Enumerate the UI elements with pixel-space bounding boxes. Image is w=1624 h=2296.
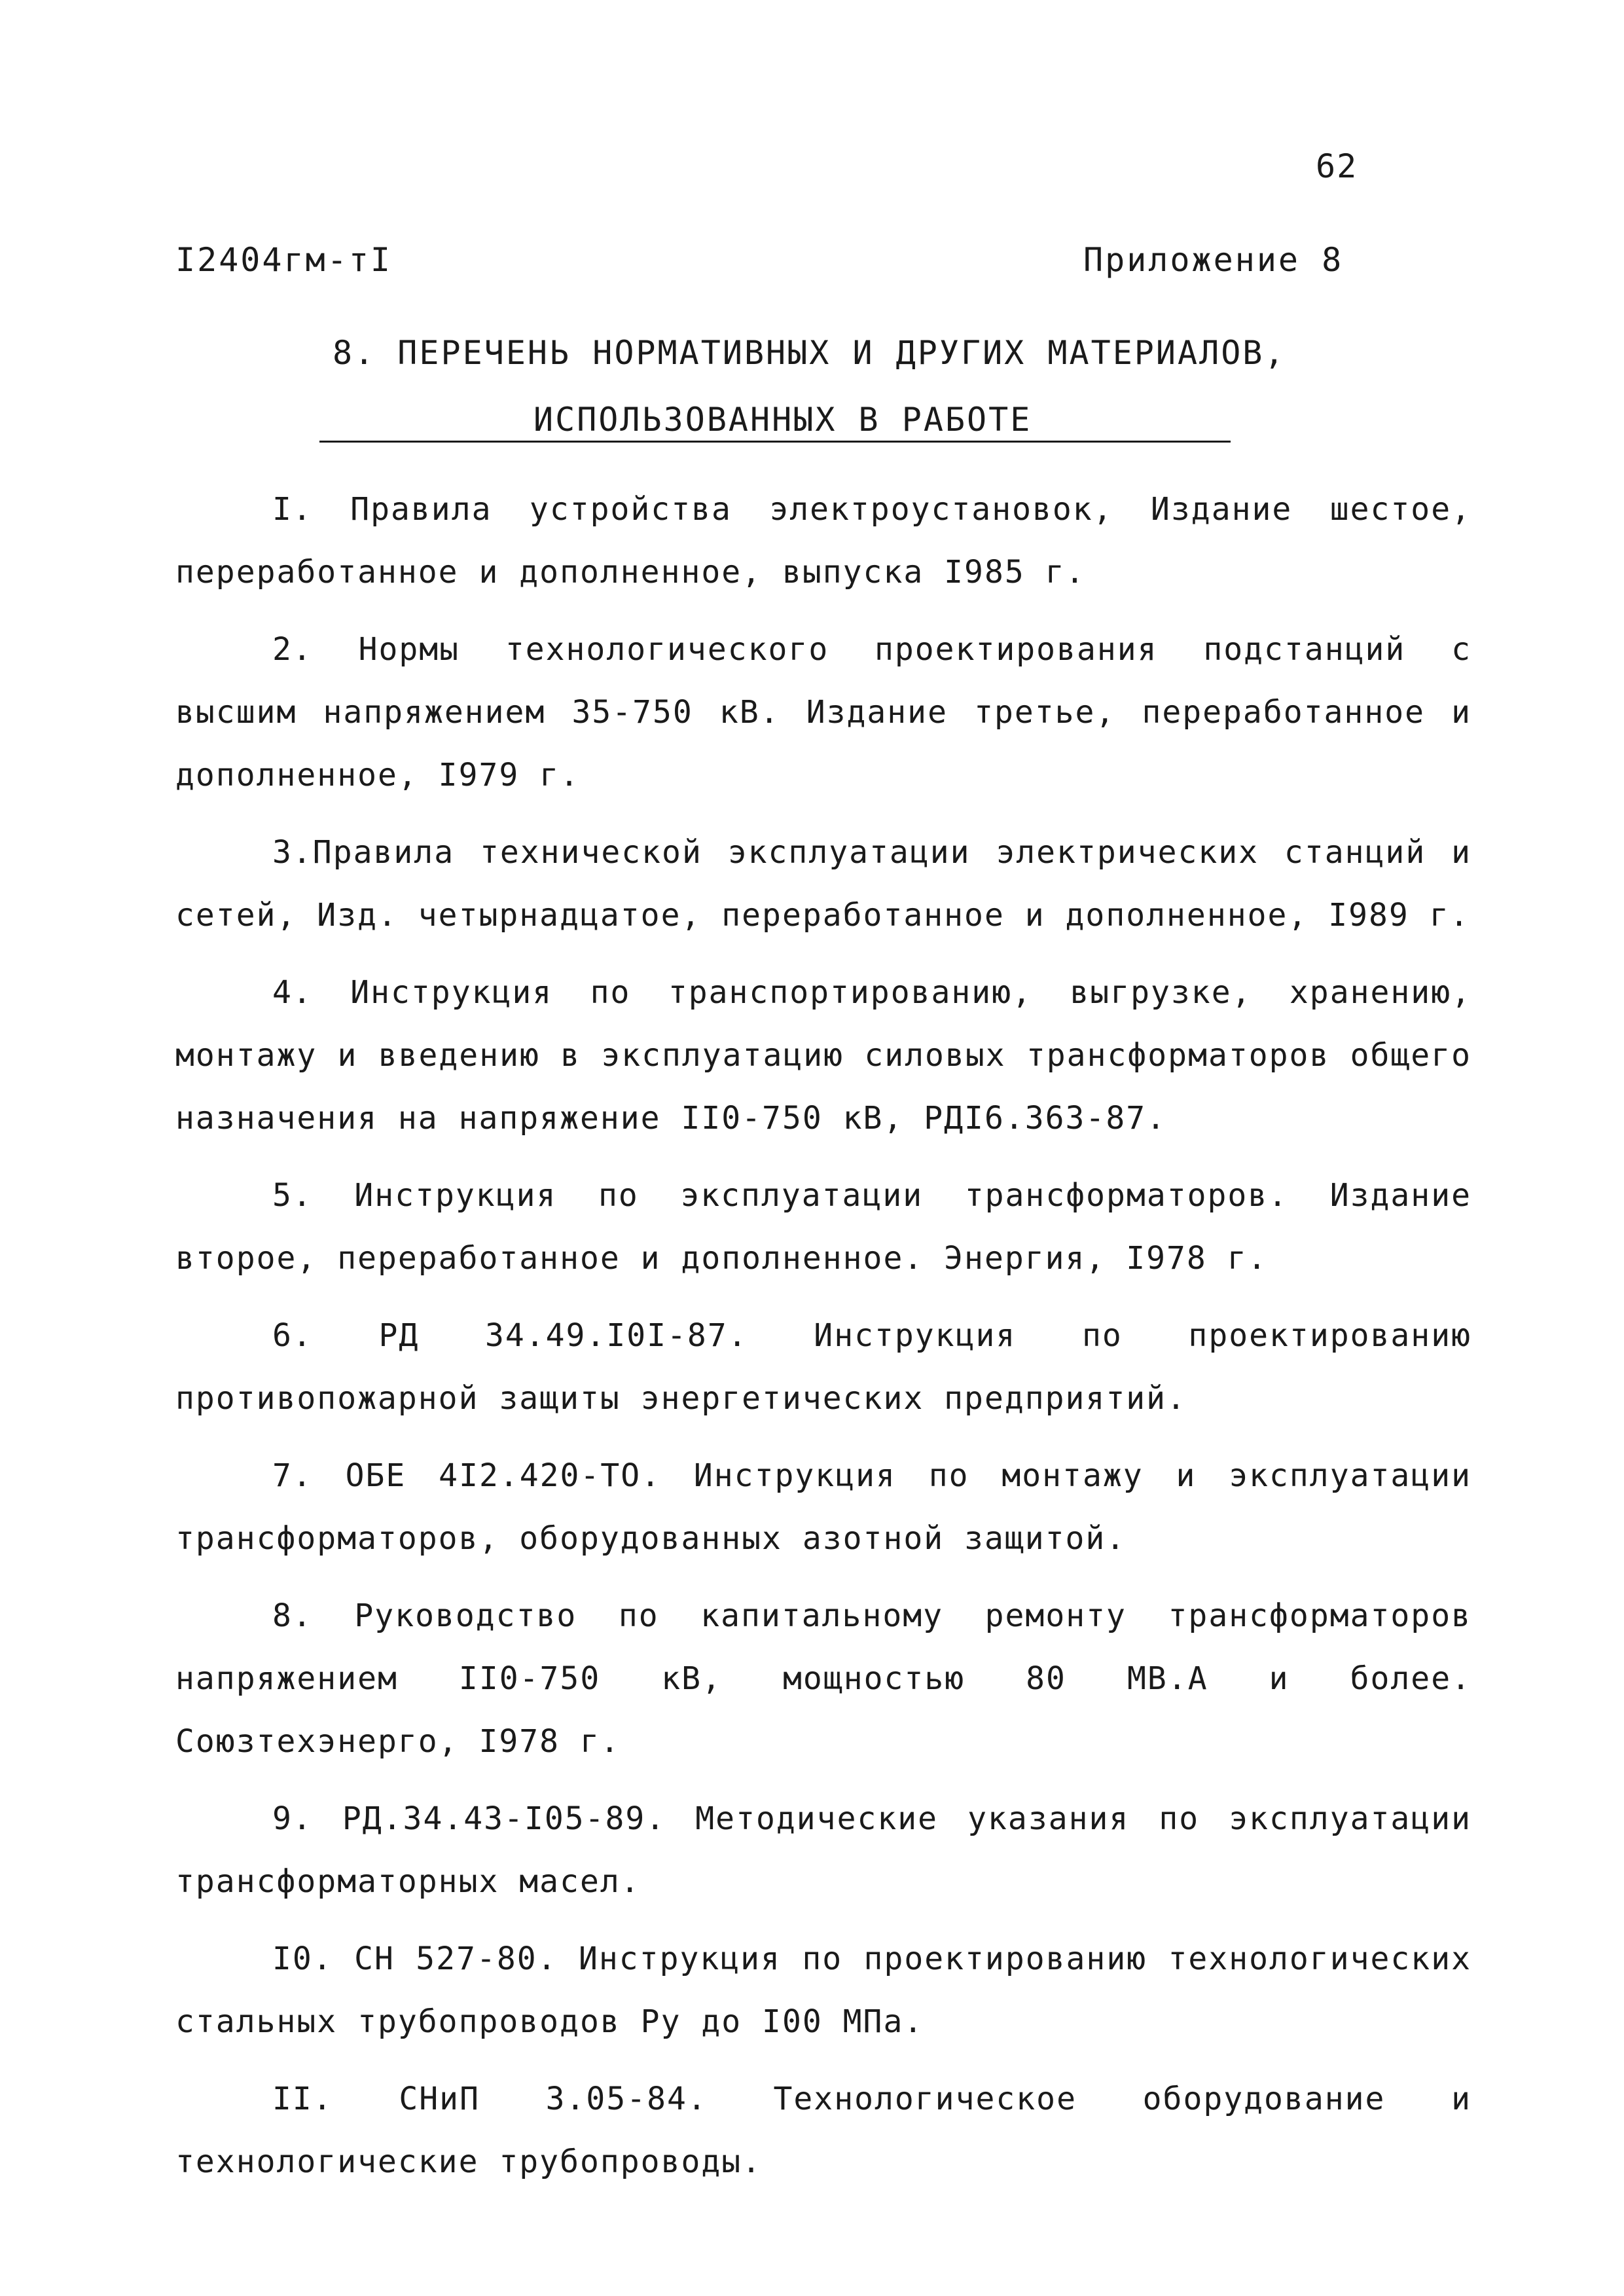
section-title-line-2: ИСПОЛЬЗОВАННЫХ В РАБОТЕ xyxy=(533,401,1032,439)
reference-item-11: II. СНиП 3.05-84. Технологическое оборудование и технологические трубопроводы. xyxy=(175,2081,1471,2180)
page-number: 62 xyxy=(1316,147,1358,185)
reference-item-8: 8. Руководство по капитальному ремонту трансформаторов напряжением II0-750 кВ, мощностью 80 МВ.А и более. Союзтехэнерго, I978 г. xyxy=(175,1597,1471,1760)
reference-item-9: 9. РД.34.43-I05-89. Методические указания по эксплуатации трансформаторных масел. xyxy=(175,1800,1471,1900)
reference-item-7: 7. ОБЕ 4I2.420-ТО. Инструкция по монтажу и эксплуатации трансформаторов, оборудованных азотной защитой. xyxy=(175,1457,1471,1557)
reference-item-4: 4. Инструкция по транспортированию, выгрузке, хранению, монтажу и введению в эксплуатацию силовых трансформаторов общего назначения на напряжение II0-750 кВ, РДI6.363-87. xyxy=(175,974,1471,1137)
reference-item-1: I. Правила устройства электроустановок, Издание шестое, переработанное и дополненное, выпуска I985 г. xyxy=(175,491,1471,591)
document-code: I2404гм-тI xyxy=(175,241,393,279)
reference-list xyxy=(175,478,1471,2208)
appendix-label: Приложение 8 xyxy=(1083,241,1344,279)
section-title-line-1: 8. ПЕРЕЧЕНЬ НОРМАТИВНЫХ И ДРУГИХ МАТЕРИАЛОВ, xyxy=(333,334,1286,372)
reference-item-3: 3.Правила технической эксплуатации электрических станций и сетей, Изд. четырнадцатое, переработанное и дополненное, I989 г. xyxy=(175,834,1471,934)
reference-item-6: 6. РД 34.49.I0I-87. Инструкция по проектированию противопожарной защиты энергетических предприятий. xyxy=(175,1317,1471,1417)
reference-item-2: 2. Нормы технологического проектирования подстанций с высшим напряжением 35-750 кВ. Издание третье, переработанное и дополненное, I979 г. xyxy=(175,631,1471,793)
reference-item-10: I0. СН 527-80. Инструкция по проектированию технологических стальных трубопроводов Ру до I00 МПа. xyxy=(175,1941,1471,2040)
title-underline xyxy=(319,441,1231,443)
reference-item-5: 5. Инструкция по эксплуатации трансформаторов. Издание второе, переработанное и дополненное. Энергия, I978 г. xyxy=(175,1177,1471,1277)
